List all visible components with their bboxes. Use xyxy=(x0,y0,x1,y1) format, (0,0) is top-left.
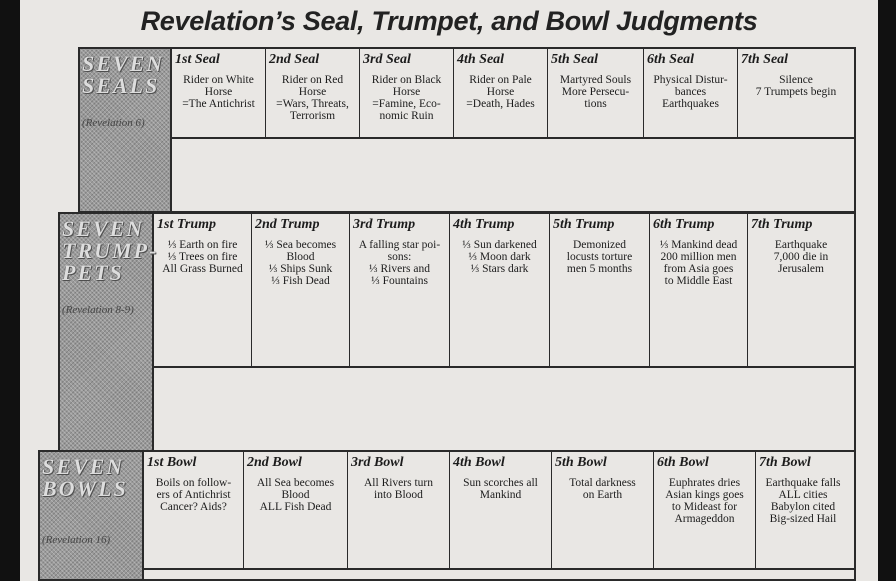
trumpet-description: ⅓ Mankind dead 200 million men from Asia goes to Middle East xyxy=(659,239,738,287)
bowl-cell xyxy=(450,452,552,568)
seal-cell xyxy=(454,49,548,137)
seal-description: Rider on Red Horse =Wars, Threats, Terrorism xyxy=(276,74,349,122)
trumpet-heading: 5th Trump xyxy=(553,217,615,232)
bowl-heading: 6th Bowl xyxy=(657,455,709,470)
seal-description: Rider on White Horse =The Antichrist xyxy=(182,74,255,110)
trumpets-reference: (Revelation 8-9) xyxy=(62,304,134,316)
seal-description: Martyred Souls More Persecu- tions xyxy=(559,74,632,110)
document-page xyxy=(20,0,878,581)
seal-description: Rider on Black Horse =Famine, Eco- nomic Ruin xyxy=(371,74,442,122)
bowls-reference: (Revelation 16) xyxy=(42,534,111,546)
trumpets-section xyxy=(58,212,856,452)
bowl-description: Earthquake falls ALL cities Babylon cited Big-sized Hail xyxy=(765,477,841,525)
trumpet-description: Earthquake 7,000 die in Jerusalem xyxy=(773,239,829,275)
trumpet-description: ⅓ Sun darkened ⅓ Moon dark ⅓ Stars dark xyxy=(462,239,537,275)
trumpets-row xyxy=(154,214,854,368)
seal-cell xyxy=(360,49,454,137)
seal-heading: 1st Seal xyxy=(175,52,220,67)
bowl-description: All Rivers turn into Blood xyxy=(364,477,433,501)
trumpet-cell xyxy=(154,214,252,366)
bowls-section xyxy=(38,450,856,581)
trumpet-heading: 4th Trump xyxy=(453,217,515,232)
bowl-heading: 2nd Bowl xyxy=(247,455,302,470)
trumpet-cell xyxy=(350,214,450,366)
seal-description: Rider on Pale Horse =Death, Hades xyxy=(466,74,535,110)
seals-label: SEVEN SEALS xyxy=(82,51,165,98)
trumpet-heading: 6th Trump xyxy=(653,217,715,232)
bowl-cell xyxy=(654,452,756,568)
bowl-heading: 3rd Bowl xyxy=(351,455,404,470)
page-title: Revelation’s Seal, Trumpet, and Bowl Judgments xyxy=(140,6,758,36)
bowl-description: Boils on follow- ers of Antichrist Cancer? Aids? xyxy=(155,477,232,513)
bowl-description: Sun scorches all Mankind xyxy=(463,477,538,501)
seal-heading: 3rd Seal xyxy=(363,52,411,67)
seal-heading: 4th Seal xyxy=(457,52,505,67)
trumpet-description: A falling star poi- sons: ⅓ Rivers and ⅓ Fountains xyxy=(358,239,441,287)
trumpet-description: ⅓ Sea becomes Blood ⅓ Ships Sunk ⅓ Fish Dead xyxy=(264,239,337,287)
seal-heading: 7th Seal xyxy=(741,52,789,67)
bowls-row xyxy=(144,452,854,570)
bowl-cell xyxy=(348,452,450,568)
trumpet-cell xyxy=(550,214,650,366)
bowl-description: Euphrates dries Asian kings goes to Mideast for Armageddon xyxy=(665,477,744,525)
trumpet-cell xyxy=(748,214,854,366)
trumpet-cell xyxy=(450,214,550,366)
trumpet-cell xyxy=(252,214,350,366)
trumpet-heading: 1st Trump xyxy=(157,217,216,232)
trumpet-heading: 2nd Trump xyxy=(255,217,320,232)
bowl-cell xyxy=(244,452,348,568)
seals-section xyxy=(78,47,856,213)
seal-cell xyxy=(644,49,738,137)
seal-description: Silence 7 Trumpets begin xyxy=(755,74,837,98)
bowl-cell xyxy=(552,452,654,568)
trumpets-label: SEVEN TRUMP- PETS xyxy=(62,216,159,285)
seals-reference: (Revelation 6) xyxy=(82,117,145,129)
bowl-cell xyxy=(144,452,244,568)
bowl-heading: 1st Bowl xyxy=(147,455,197,470)
trumpet-heading: 3rd Trump xyxy=(353,217,416,232)
seal-heading: 5th Seal xyxy=(551,52,599,67)
bowl-description: All Sea becomes Blood ALL Fish Dead xyxy=(256,477,335,513)
seal-heading: 2nd Seal xyxy=(269,52,320,67)
seal-cell xyxy=(738,49,854,137)
bowl-description: Total darkness on Earth xyxy=(569,477,636,501)
trumpet-cell xyxy=(650,214,748,366)
seals-side-panel xyxy=(80,49,172,211)
seal-description: Physical Distur- bances Earthquakes xyxy=(653,74,728,110)
seal-heading: 6th Seal xyxy=(647,52,695,67)
bowls-side-panel xyxy=(40,452,144,579)
seals-row xyxy=(172,49,854,139)
trumpet-description: Demonized locusts torture men 5 months xyxy=(566,239,633,275)
bowl-heading: 5th Bowl xyxy=(555,455,607,470)
bowl-heading: 7th Bowl xyxy=(759,455,811,470)
seal-cell xyxy=(548,49,644,137)
seal-cell xyxy=(172,49,266,137)
bowl-heading: 4th Bowl xyxy=(453,455,505,470)
trumpet-heading: 7th Trump xyxy=(751,217,813,232)
bowls-label: SEVEN BOWLS xyxy=(42,454,128,501)
trumpet-description: ⅓ Earth on fire ⅓ Trees on fire All Grass Burned xyxy=(162,239,243,275)
bowl-cell xyxy=(756,452,850,568)
seal-cell xyxy=(266,49,360,137)
trumpets-side-panel xyxy=(60,214,159,450)
